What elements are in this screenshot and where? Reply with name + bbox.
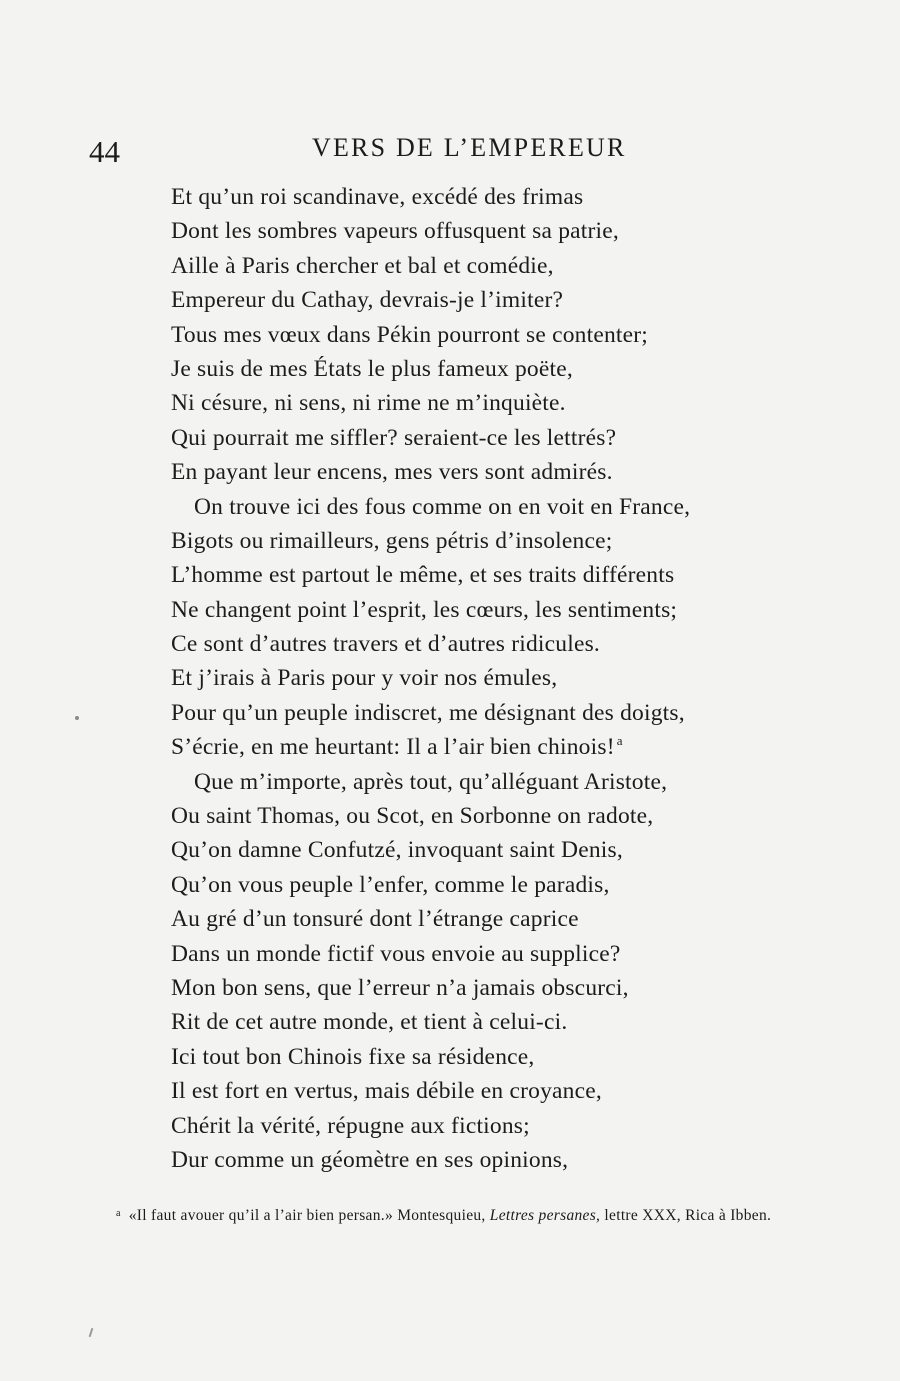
verse-text: On trouve ici des fous comme on en voit en France,	[194, 493, 691, 520]
verse-text: L’homme est partout le même, et ses traits différents	[171, 562, 675, 589]
verse-line	[171, 558, 811, 592]
verse-line	[171, 421, 811, 455]
verse-line	[171, 799, 811, 833]
verse-text: Bigots ou rimailleurs, gens pétris d’insolence;	[171, 527, 613, 554]
verse-line	[171, 455, 811, 489]
verse-line	[171, 730, 811, 764]
verse-text: Chérit la vérité, répugne aux fictions;	[171, 1112, 530, 1139]
verse-text: Il est fort en vertus, mais débile en croyance,	[171, 1078, 602, 1105]
verse-text: Pour qu’un peuple indiscret, me désignant des doigts,	[171, 699, 685, 726]
verse-line	[171, 318, 811, 352]
verse-line	[171, 352, 811, 386]
verse-line	[171, 971, 811, 1005]
verse-text: Qui pourrait me siffler? seraient-ce les lettrés?	[171, 424, 617, 451]
verse-line	[171, 937, 811, 971]
verse-line	[171, 386, 811, 420]
verse-line	[171, 490, 811, 524]
verse-line	[171, 696, 811, 730]
verse-text: Dur comme un géomètre en ses opinions,	[171, 1146, 569, 1173]
verse-line	[171, 1109, 811, 1143]
verse-text: Qu’on damne Confutzé, invoquant saint Denis,	[171, 837, 623, 864]
footnote-work-title: Lettres persanes,	[489, 1207, 601, 1224]
footnote-quote: «Il faut avouer qu’il a l’air bien persan.»	[128, 1207, 393, 1224]
verse-line	[171, 833, 811, 867]
verse-text: Ce sont d’autres travers et d’autres ridicules.	[171, 631, 600, 658]
footnote-reference-marker: a	[616, 733, 623, 749]
verse-text: Je suis de mes États le plus fameux poëte,	[171, 355, 573, 382]
verse-text: Et j’irais à Paris pour y voir nos émules,	[171, 665, 558, 692]
verse-text: Aille à Paris chercher et bal et comédie,	[171, 252, 554, 279]
verse-line	[171, 661, 811, 695]
verse-text: Mon bon sens, que l’erreur n’a jamais obscurci,	[171, 974, 629, 1001]
verse-line	[171, 524, 811, 558]
verse-text: Et qu’un roi scandinave, excédé des frimas	[171, 184, 584, 210]
verse-text: Ou saint Thomas, ou Scot, en Sorbonne on radote,	[171, 803, 654, 830]
poem-text	[171, 180, 811, 1177]
verse-text: Que m’importe, après tout, qu’alléguant Aristote,	[194, 768, 668, 795]
verse-line	[171, 249, 811, 283]
verse-text: Ni césure, ni sens, ni rime ne m’inquiète.	[171, 390, 566, 417]
verse-line	[171, 765, 811, 799]
verse-line	[171, 1074, 811, 1108]
verse-line	[171, 627, 811, 661]
verse-text: Ne changent point l’esprit, les cœurs, les sentiments;	[171, 596, 678, 623]
verse-text: Dans un monde fictif vous envoie au supplice?	[171, 940, 621, 967]
verse-text: Empereur du Cathay, devrais-je l’imiter?	[171, 287, 564, 314]
footnote	[89, 1201, 864, 1228]
verse-text: Au gré d’un tonsuré dont l’étrange caprice	[171, 906, 579, 933]
verse-line	[171, 214, 811, 248]
verse-line	[171, 868, 811, 902]
verse-line	[171, 902, 811, 936]
footnote-reference: lettre XXX, Rica à Ibben.	[604, 1207, 772, 1224]
margin-speck	[75, 716, 79, 720]
verse-text: Dont les sombres vapeurs offusquent sa patrie,	[171, 218, 619, 245]
verse-text: Qu’on vous peuple l’enfer, comme le paradis,	[171, 871, 610, 898]
verse-text: S’écrie, en me heurtant: Il a l’air bien chinois!	[171, 734, 615, 761]
footnote-marker: a	[116, 1208, 121, 1219]
margin-mark	[89, 1328, 94, 1337]
verse-text: Ici tout bon Chinois fixe sa résidence,	[171, 1043, 535, 1070]
verse-text: En payant leur encens, mes vers sont admirés.	[171, 459, 613, 486]
verse-line	[171, 1040, 811, 1074]
running-title: VERS DE L’EMPEREUR	[312, 133, 627, 162]
page-number: 44	[89, 134, 120, 169]
verse-text: Rit de cet autre monde, et tient à celui-ci.	[171, 1009, 568, 1036]
verse-text: Tous mes vœux dans Pékin pourront se contenter;	[171, 321, 649, 348]
verse-line	[171, 283, 811, 317]
footnote-author: Montesquieu,	[397, 1207, 486, 1224]
verse-line	[171, 1005, 811, 1039]
verse-line	[171, 180, 811, 214]
verse-line	[171, 593, 811, 627]
verse-line	[171, 1143, 811, 1177]
